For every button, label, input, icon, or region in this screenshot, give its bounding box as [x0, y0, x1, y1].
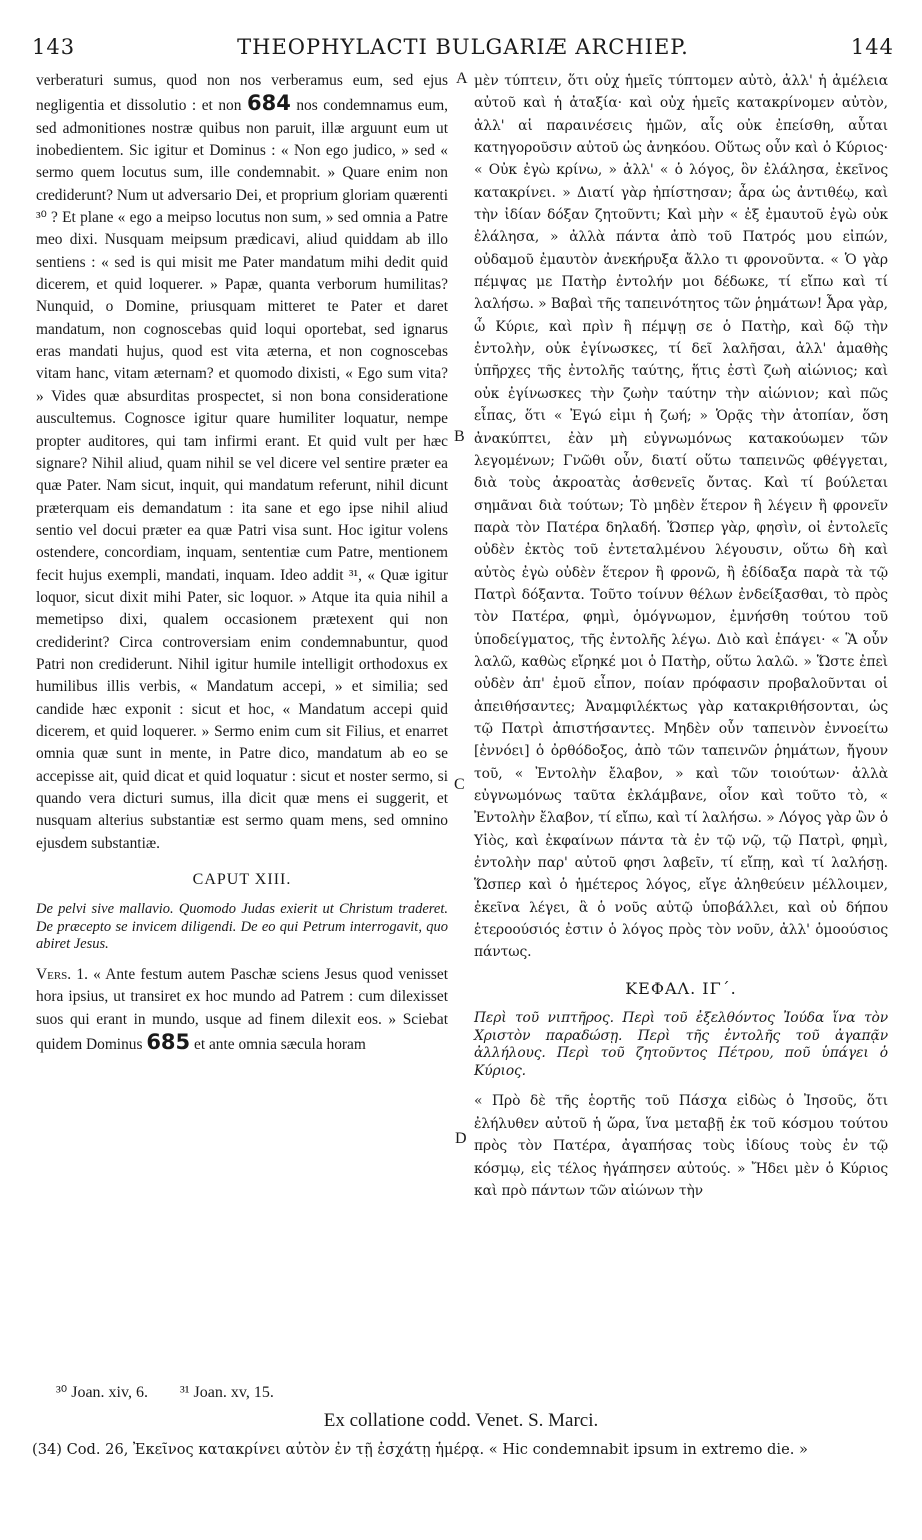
running-head	[32, 32, 894, 62]
latin-text: « Ante festum autem Paschæ sciens Jesus quod venisset hora ipsius, ut transiret ex hoc mundo ad Patrem : cum dilexisset suos qui erant in mundo, usque ad finem dilexit eos. » Sciebat quidem Dominus	[36, 965, 448, 1053]
greek-paragraph: μὲν τύπτειν, ὅτι οὐχ ἡμεῖς τύπτομεν αὐτὸ, ἀλλ' ἡ ἀμέλεια αὐτοῦ καὶ ἡ ἀταξία· καὶ οὐχ ἡμεῖς κατακρίνομεν αὐτὸν, ἀλλ' αἱ παραινέσεις ἡμῶν, αἷς οὐκ ἐπείσθη, αὗται κατηγοροῦσιν αὐτοῦ ὡς ἀνηκόου. Οὕτως οὖν καὶ ὁ Κύριος· « Οὐκ ἐγὼ κρίνω, » ἀλλ' « ὁ λόγος, ὃν ἐλάλησα, ἐκεῖνος κατακρίνει. » Διατί γὰρ ἠπίστησαν; ἆρα ὡς ἀντιθέῳ, καὶ τὴν ἰδίαν δόξαν ζητοῦντι; Καὶ μὴν « ἐξ ἐμαυτοῦ ἐγὼ οὐκ ἐλάλησα, » ἀλλὰ πάντα ἀπὸ τοῦ Πατρός μου εἰπών, οὐδαμοῦ ἐμαυτὸν ἀνεκήρυξα ἄλλο τι φρονοῦντα. « Ὁ γὰρ πέμψας με Πατὴρ ἐντολήν μοι δέδωκε, τί εἴπω καὶ τί λαλήσω. » Βαβαὶ τῆς ταπεινότητος τῶν ῥημάτων! Ἆρα γὰρ, ὦ Κύριε, καὶ πρὶν ἢ πέμψῃ σε ὁ Πατὴρ, καὶ δῷ τὴν ἐντολὴν, οὐκ ἐγίνωσκες, τί δεῖ λαλῆσαι, ἀλλ' ἀμαθὴς ὑπῆρχες τῆς ἐντολῆς ταύτης, ἥτις ἐστὶ ζωὴ αἰώνιος; καὶ οὐκ ἐγίνωσκες τὴν ζωὴν ταύτην τὴν αἰώνιον; καὶ πῶς εἶπας, ὅτι « Ἐγώ εἰμι ἡ ζωή; » Ὁρᾷς τὴν ἀτοπίαν, ὅση ἀνακύπτει, ἐὰν μὴ εὐγνωμόνως κατακούωμεν τῶν λεγομένων; Γνῶθι οὖν, διατί οὕτω ταπεινῶς φθέγγεται, διὰ τοὺς ἀκροατὰς ἀσθενεῖς ὄντας. Καὶ τί βούλεται σημᾶναι διὰ τούτων; Τὸ μηδὲν ἕτερον ἢ λέγειν ἢ φρονεῖν παρὰ τὸν Πατέρα δηλαδή. Ὥσπερ γὰρ, φησὶν, οἱ ἐντολεῖς οὐδὲν ἐκτὸς τοῦ ἐντεταλμένου λέγουσιν, οὕτω δὴ καὶ αὐτὸς ἐγὼ οὐδὲν ἕτερον ἢ φρονῶ, ἢ ἐδίδαξα παρὰ τὰ τῷ Πατρὶ δόξαντα. Τοῦτο τοίνυν θέλων ἐνδείξασθαι, τὸ πρὸς τὸν Πατέρα, φημὶ, ὁμόγνωμον, ἐμνήσθη τούτου τοῦ ὑποδείγματος, τῆς ἐντολῆς λέγω. Διὸ καὶ ἐπάγει· « Ἃ οὖν λαλῶ, καθὼς εἴρηκέ μοι ὁ Πατὴρ, οὕτω λαλῶ. » Ὥστε ἐπεὶ οὐδὲν ἀπ' ἐμοῦ εἶπον, ποίαν πρόφασιν προβαλοῦνται οἱ ἀπειθήσαντες; Ἀναμφιλέκτως γὰρ κατακριθήσονται, ὡς τῷ Πατρὶ ἀπιστήσαντες. Μηδὲν οὖν ταπεινὸν ἐννοείτω [ἐννόει] ὁ ὀρθόδοξος, ἀπὸ τῶν ταπεινῶν ῥημάτων, ἤγουν τοῦ, « Ἐντολὴν ἔλαβον, » καὶ τῶν τοιούτων· ἀλλὰ εὐγνωμόνως ταῦτα ἐκλάμβανε, οἷον καὶ τοῦτο τὸ, « Ἐντολὴν ἔλαβον, τί εἴπω, καὶ τί λαλήσω. » Λόγος γὰρ ὢν ὁ Υἱὸς, καὶ ἐκφαίνων πάντα τὰ ἐν τῷ νῷ, τῷ Πατρὶ, φημὶ, ἐντολὴν παρ' αὐτοῦ φησι λαβεῖν, τί εἴπῃ, καὶ τί λαλήσῃ. Ὥσπερ καὶ ὁ ἡμέτερος λόγος, εἴγε ἀληθεύειν μέλλοιμεν, ἐκεῖνα λέγει, ἃ ὁ νοῦς αὐτῷ ὑποβάλλει, καὶ οὐ δήπου ἑτεροούσιός ἐστιν ὁ λόγος πρὸς τὸν νοῦν, ἀλλ' ὁμοούσιος πάντως.	[474, 73, 888, 961]
verse-label: Vers. 1.	[36, 965, 88, 983]
left-page-number: 143	[32, 35, 76, 59]
margin-letter-d: D	[455, 1130, 467, 1147]
greek-column	[474, 70, 888, 1202]
greek-chapter-title: ΚΕΦΑΛ. ΙΓ΄.	[625, 978, 737, 998]
footnote-31: ³¹ Joan. xv, 15.	[179, 1384, 274, 1401]
latin-chapter-summary: De pelvi sive mallavio. Quomodo Judas exierit ut Christum traderet. De præcepto se invicem diligendi. De eo qui Petrum interrogavit, quo abiret Jesus.	[36, 901, 448, 953]
margin-letter-c: C	[454, 776, 465, 793]
latin-text: et ante omnia sæcula horam	[190, 1035, 366, 1053]
right-page-number: 144	[850, 35, 894, 59]
greek-chapter-summary: Περὶ τοῦ νιπτῆρος. Περὶ τοῦ ἐξελθόντος Ἰούδα ἵνα τὸν Χριστὸν παραδώσῃ. Περὶ τῆς ἐντολῆς τοῦ ἀγαπᾷν ἀλλήλους. Περὶ τοῦ ζητοῦντος Πέτρου, ποῦ ὑπάγει ὁ Κύριος.	[474, 1010, 888, 1079]
latin-text: verberaturi sumus, quod non nos verberamus eum, sed ejus negligentia et dissolutio : et non	[36, 72, 448, 115]
running-head-title: THEOPHYLACTI BULGARIÆ ARCHIEP.	[237, 35, 689, 59]
collation-heading: Ex collatione codd. Venet. S. Marci.	[323, 1410, 599, 1431]
footnote-30: ³⁰ Joan. xiv, 6.	[56, 1384, 148, 1401]
latin-chapter-title: CAPUT XIII.	[192, 871, 292, 889]
latin-chapter-text	[36, 964, 448, 1056]
column-number-685: 685	[146, 1029, 191, 1054]
greek-chapter-text: « Πρὸ δὲ τῆς ἑορτῆς τοῦ Πάσχα εἰδὼς ὁ Ἰησοῦς, ὅτι ἐλήλυθεν αὐτοῦ ἡ ὥρα, ἵνα μεταβῇ ἐκ τοῦ κόσμου τούτου πρὸς τὸν Πατέρα, ἀγαπήσας τοὺς ἰδίους τοὺς ἐν τῷ κόσμῳ, εἰς τέλος ἠγάπησεν αὐτούς. » Ἤδει μὲν ὁ Κύριος καὶ πρὸ πάντων τῶν αἰώνων τὴν	[474, 1093, 888, 1199]
latin-column	[36, 70, 448, 1056]
margin-letter-b: B	[454, 428, 465, 445]
latin-paragraph	[36, 70, 448, 855]
latin-text: nos condemnamus eum, sed admonitiones nostræ quibus non paruit, illæ arguunt eum ut inobedientem. Sic igitur et Dominus : « Non ego judico, » sed « sermo quem locutus sum, ille condemnabit. » Quare enim non crediderunt? Num ut adversario Dei, et proprium gloriam quærenti ³⁰ ? Et plane « ego a meipso locutus non sum, » sed omnia a Patre meo dixi. Nusquam meipsum prædicavi, aliud quiddam ab illo sentiens : « sed is qui misit me Pater mandatum mihi dedit quid dicerem, et quid loquerer. » Papæ, quanta verborum humilitas? Nunquid, o Domine, priusquam mitteret te Pater et daret mandatum, non cognoscebas quid loqui oportebat, sed ignarus eras mandati hujus, quod est vita æterna, et non cognoscebas vitam hanc, vitam æternam? et quomodo dixisti, « Ego sum vita? » Vides quæ absurditas prospectet, si non bona consideratione auscultemus. Cognosce igitur quare humiliter loquatur, nempe propter auditores, qui tam infirmi erant. Et quid vult per hæc signare? Nihil aliud, quam nihil se vel dicere vel sentire præter ea quæ Pater. Nam sicut, inquit, qui mandatum referunt, nihil dicunt præterquam eis demandatum : ita sane et ego ipse nihil aliud sentio vel docui præter ea quæ Patri visa sunt. Hoc igitur volens ostendere, concordiam, inquam, sententiæ cum Patre, mentionem fecit hujus exempli, mandati, inquam. Ideo addit ³¹, « Quæ igitur loquor, sicut dixit mihi Pater, sic loquor. » Atque ita quia nihil a memetipso dixi, qualem occasionem prætexent qui non crediderint? Circa controversiam enim condemnabuntur, quod Patri non crediderunt. Nihil igitur humile intelligit orthodoxus ex humilibus illis verbis, « Mandatum accepi, » et similia; sed candide hæc exponit : sicut et hoc, « Mandatum accepi quid dicerem, et quid loquerer. » Sermo enim cum sit Filius, et enarret omnia quæ sunt in mente, in Patre dico, mandatum ab eo se accepisse ait, quid dicat et quid loquatur : sicut et noster sermo, si quando vera dicturi sumus, illa dicit quæ mens ei suggerit, et nusquam alterius substantiæ est sermo quam mens, sed omnino ejusdem substantiæ.	[36, 97, 449, 852]
footnotes	[56, 1382, 302, 1402]
column-number-684: 684	[246, 91, 291, 116]
collation-note: (34) Cod. 26, Ἐκεῖνος κατακρίνει αὐτὸν ἐν τῇ ἐσχάτῃ ἡμέρᾳ. « Hic condemnabit ipsum in extremo die. »	[32, 1441, 808, 1458]
margin-letter-a: A	[456, 70, 468, 87]
